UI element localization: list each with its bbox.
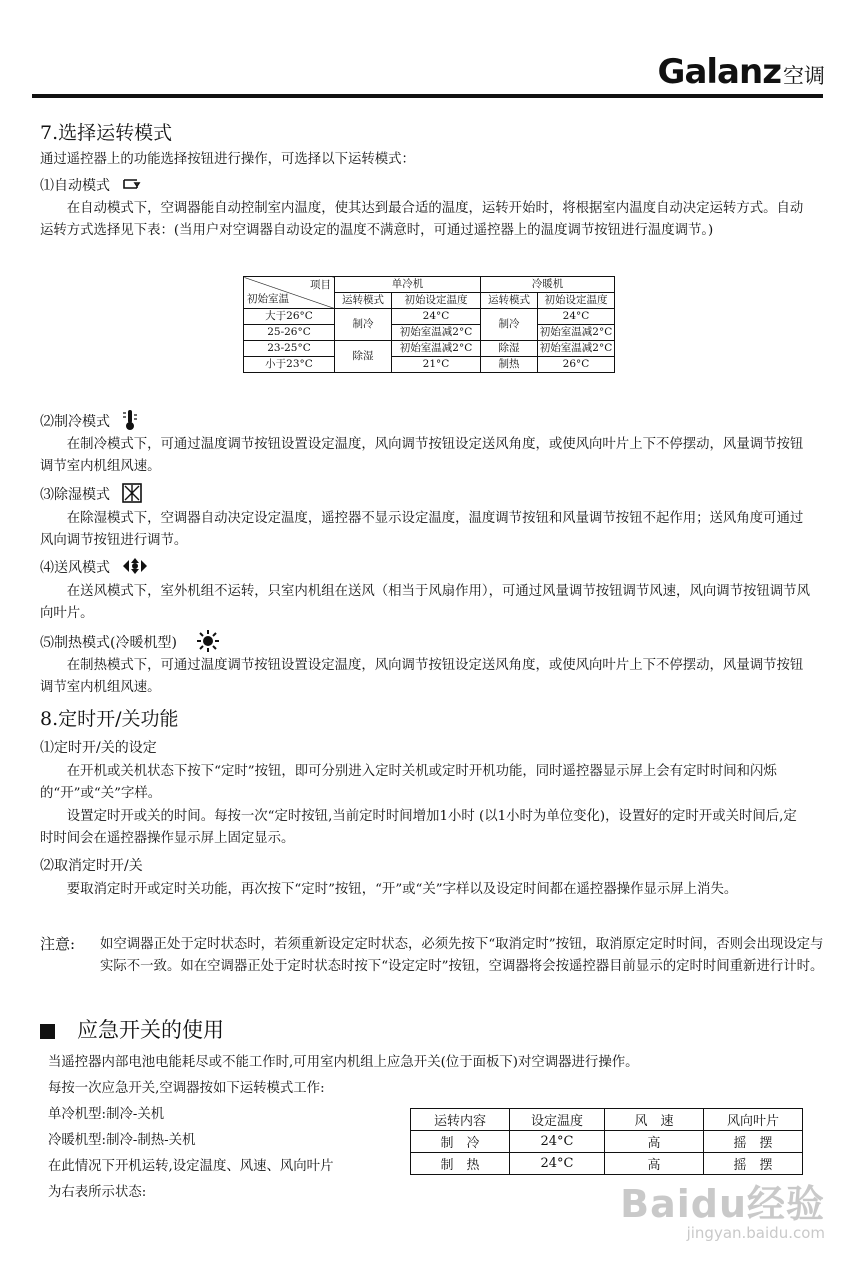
dry-mode-heading — [40, 483, 142, 507]
dry-mode-text: 在除湿模式下，空调器自动决定设定温度，遥控器不显示设定温度，温度调节按钮和风量调节按钮不起作用；送风角度可通过风向调节按钮进行调节。 — [40, 511, 804, 548]
fan-mode-text: 在送风模式下，室外机组不运转，只室内机组在送风（相当于风扇作用），可通过风量调节按钮调节风速，风向调节按钮调节风向叶片。 — [40, 584, 810, 621]
hp-temp: 初始室温减2°C — [538, 325, 615, 341]
single-temp: 初始室温减2°C — [392, 325, 481, 341]
group-heat-pump: 冷暖机 — [481, 277, 615, 293]
emergency-title-text: 应急开关的使用 — [77, 1018, 224, 1042]
table-cell: 制 冷 — [411, 1131, 510, 1153]
timer-cancel-text: 要取消定时开或定时关功能，再次按下“定时”按钮，“开”或“关”字样以及设定时间都在遥控器操作显示屏上消失。 — [66, 882, 738, 897]
header-cell: 设定温度 — [510, 1109, 605, 1131]
col-mode-2: 运转模式 — [481, 293, 538, 309]
auto-mode-icon — [122, 177, 142, 195]
cool-mode-heading — [40, 409, 138, 435]
single-temp: 初始室温减2°C — [392, 341, 481, 357]
table-corner-cell — [244, 277, 335, 309]
section-7-title: 7.选择运转模式 — [40, 122, 173, 144]
cool-mode-label: ⑵制冷模式 — [40, 414, 110, 430]
row-label: 小于23°C — [244, 357, 335, 373]
sun-icon — [197, 630, 219, 656]
row-label: 大于26°C — [244, 309, 335, 325]
hp-temp: 初始室温减2°C — [538, 341, 615, 357]
dehumidify-icon — [122, 483, 142, 507]
emergency-line-5: 在此情况下开机运转,设定温度、风速、风向叶片 — [48, 1159, 334, 1174]
corner-bottom-label: 初始室温 — [247, 293, 289, 305]
table-cell: 摇 摆 — [704, 1153, 803, 1175]
header-cell: 运转内容 — [411, 1109, 510, 1131]
emergency-line-1: 当遥控器内部电池电能耗尽或不能工作时,可用室内机组上应急开关(位于面板下)对空调器进行操作。 — [48, 1055, 639, 1070]
timer-set-text-1: 在开机或关机状态下按下“定时”按钮，即可分别进入定时关机或定时开机功能，同时遥控器显示屏上会有定时时间和闪烁的“开”或“关”字样。 — [40, 764, 777, 801]
hp-temp: 26°C — [538, 357, 615, 373]
auto-mode-table — [243, 276, 615, 373]
watermark-main: Baidu经验 — [620, 1182, 825, 1226]
logo-suffix: 空调 — [783, 64, 825, 88]
section-8-title: 8.定时开/关功能 — [40, 708, 179, 730]
emergency-line-2: 每按一次应急开关,空调器按如下运转模式工作: — [48, 1081, 325, 1096]
row-label: 23-25°C — [244, 341, 335, 357]
timer-cancel-heading: ⑵取消定时开/关 — [40, 858, 143, 874]
table-cell: 24°C — [510, 1131, 605, 1153]
hp-mode-cool: 制冷 — [481, 309, 538, 341]
thermometer-icon — [122, 409, 138, 435]
note-text: 如空调器正处于定时状态时，若须重新设定定时状态，必须先按下“取消定时”按钮，取消原定定时时间，否则会出现设定与实际不一致。如在空调器正处于定时状态时按下“设定定时”按钮，空调器将会按遥控器目前显示的定时时间重新进行计时。 — [100, 937, 824, 974]
single-temp: 21°C — [392, 357, 481, 373]
emergency-table — [410, 1108, 803, 1175]
heat-mode-text: 在制热模式下，可通过温度调节按钮设置设定温度，风向调节按钮设定送风角度，或使风向叶片上下不停摆动，风量调节按钮调节室内机组风速。 — [40, 658, 804, 695]
dry-mode-label: ⑶除湿模式 — [40, 487, 110, 503]
fan-mode-label: ⑷送风模式 — [40, 560, 110, 576]
timer-set-text-2: 设置定时开或关的时间。每按一次“定时按钮,当前定时时间增加1小时 (以1小时为单位变化)，设置好的定时开或关时间后,定时时间会在遥控器操作显示屏上固定显示。 — [40, 809, 797, 846]
fan-mode-heading — [40, 557, 148, 579]
table-cell: 制 热 — [411, 1153, 510, 1175]
col-mode-1: 运转模式 — [335, 293, 392, 309]
hp-mode-dry: 除湿 — [481, 341, 538, 357]
corner-top-label: 项目 — [310, 279, 331, 291]
table-cell: 24°C — [510, 1153, 605, 1175]
table-cell: 摇 摆 — [704, 1131, 803, 1153]
fan-icon — [122, 557, 148, 579]
brand-logo — [658, 52, 825, 92]
auto-mode-text: 在自动模式下，空调器能自动控制室内温度，使其达到最合适的温度，运转开始时，将根据室内温度自动决定运转方式。自动运转方式选择见下表：(当用户对空调器自动设定的温度不满意时，可通过遥控器上的温度调节按钮进行温度调节。) — [40, 201, 804, 238]
hp-temp: 24°C — [538, 309, 615, 325]
col-temp-2: 初始设定温度 — [538, 293, 615, 309]
auto-mode-label: ⑴自动模式 — [40, 178, 110, 194]
single-mode-dry: 除湿 — [335, 341, 392, 373]
header-cell: 风向叶片 — [704, 1109, 803, 1131]
emergency-line-4: 冷暖机型:制冷-制热-关机 — [48, 1133, 196, 1148]
cool-mode-text: 在制冷模式下，可通过温度调节按钮设置设定温度，风向调节按钮设定送风角度，或使风向叶片上下不停摆动，风量调节按钮调节室内机组风速。 — [40, 437, 804, 474]
logo-text: Galanz — [657, 52, 781, 92]
note-label: 注意: — [40, 935, 76, 953]
heat-mode-label: ⑸制热模式(冷暖机型) — [40, 635, 177, 651]
hp-mode-heat: 制热 — [481, 357, 538, 373]
auto-mode-heading — [40, 175, 142, 195]
watermark — [620, 1173, 825, 1242]
single-mode-cool: 制冷 — [335, 309, 392, 341]
emergency-title — [40, 1014, 224, 1044]
table-cell: 高 — [605, 1153, 704, 1175]
col-temp-1: 初始设定温度 — [392, 293, 481, 309]
group-single-cool: 单冷机 — [335, 277, 481, 293]
header-rule — [32, 94, 823, 98]
emergency-line-3: 单冷机型:制冷-关机 — [48, 1107, 165, 1122]
header-cell: 风 速 — [605, 1109, 704, 1131]
section-7-intro: 通过遥控器上的功能选择按钮进行操作，可选择以下运转模式： — [40, 152, 415, 167]
row-label: 25-26°C — [244, 325, 335, 341]
square-bullet-icon — [40, 1024, 55, 1039]
single-temp: 24°C — [392, 309, 481, 325]
timer-set-heading: ⑴定时开/关的设定 — [40, 740, 157, 756]
table-cell: 高 — [605, 1131, 704, 1153]
watermark-sub: jingyan.baidu.com — [686, 1224, 825, 1242]
emergency-line-6: 为右表所示状态: — [48, 1185, 147, 1200]
heat-mode-heading — [40, 630, 219, 656]
